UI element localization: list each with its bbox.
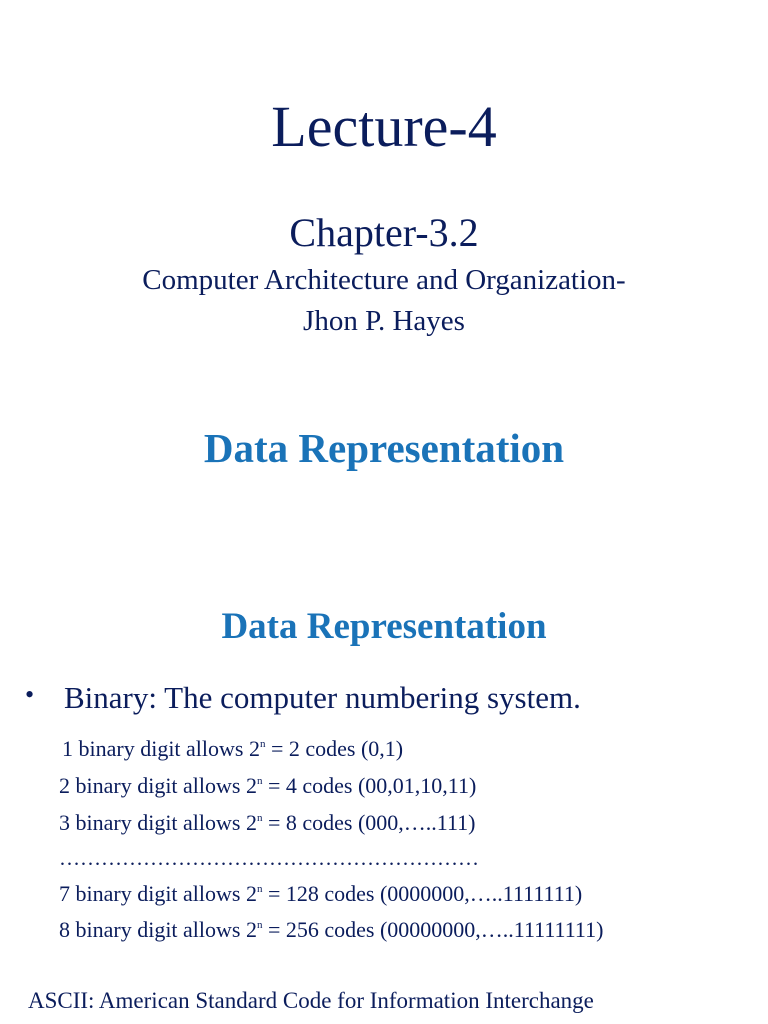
ellipsis-line: …………………………………………………… [59, 846, 479, 870]
section-title: Data Representation [203, 425, 565, 471]
bullet-item [0, 676, 768, 720]
line-text: 1 binary digit allows 2 [62, 736, 260, 761]
line-text: = 2 codes (0,1) [265, 736, 404, 761]
lecture-title: Lecture-4 [271, 94, 497, 159]
line-text: = 256 codes (00000000,…..11111111) [262, 917, 604, 942]
line-text: 7 binary digit allows 2 [59, 881, 257, 906]
line-text: = 128 codes (0000000,…..1111111) [262, 881, 583, 906]
ascii-definition: ASCII: American Standard Code for Information Interchange [28, 988, 594, 1013]
slide-heading: Data Representation [221, 606, 547, 647]
book-title-line: Computer Architecture and Organization- [142, 264, 626, 296]
line-text: = 4 codes (00,01,10,11) [262, 773, 477, 798]
exponent: n [256, 883, 263, 895]
exponent: n [256, 812, 263, 824]
chapter-title: Chapter-3.2 [289, 210, 479, 255]
line-text: = 8 codes (000,…..111) [262, 810, 476, 835]
line-text: 2 binary digit allows 2 [59, 773, 257, 798]
book-author-line: Jhon P. Hayes [303, 305, 465, 337]
binary-code-line [59, 916, 603, 944]
exponent: n [256, 919, 263, 931]
line-text: 8 binary digit allows 2 [59, 917, 257, 942]
exponent: n [256, 775, 263, 787]
binary-code-line [62, 735, 403, 763]
line-text: 3 binary digit allows 2 [59, 810, 257, 835]
exponent: n [259, 738, 266, 750]
binary-code-line [59, 880, 582, 908]
bullet-text: Binary: The computer numbering system. [64, 680, 581, 715]
bullet-dot-icon: • [25, 680, 35, 709]
binary-code-line [59, 809, 476, 837]
binary-code-line [59, 772, 476, 800]
